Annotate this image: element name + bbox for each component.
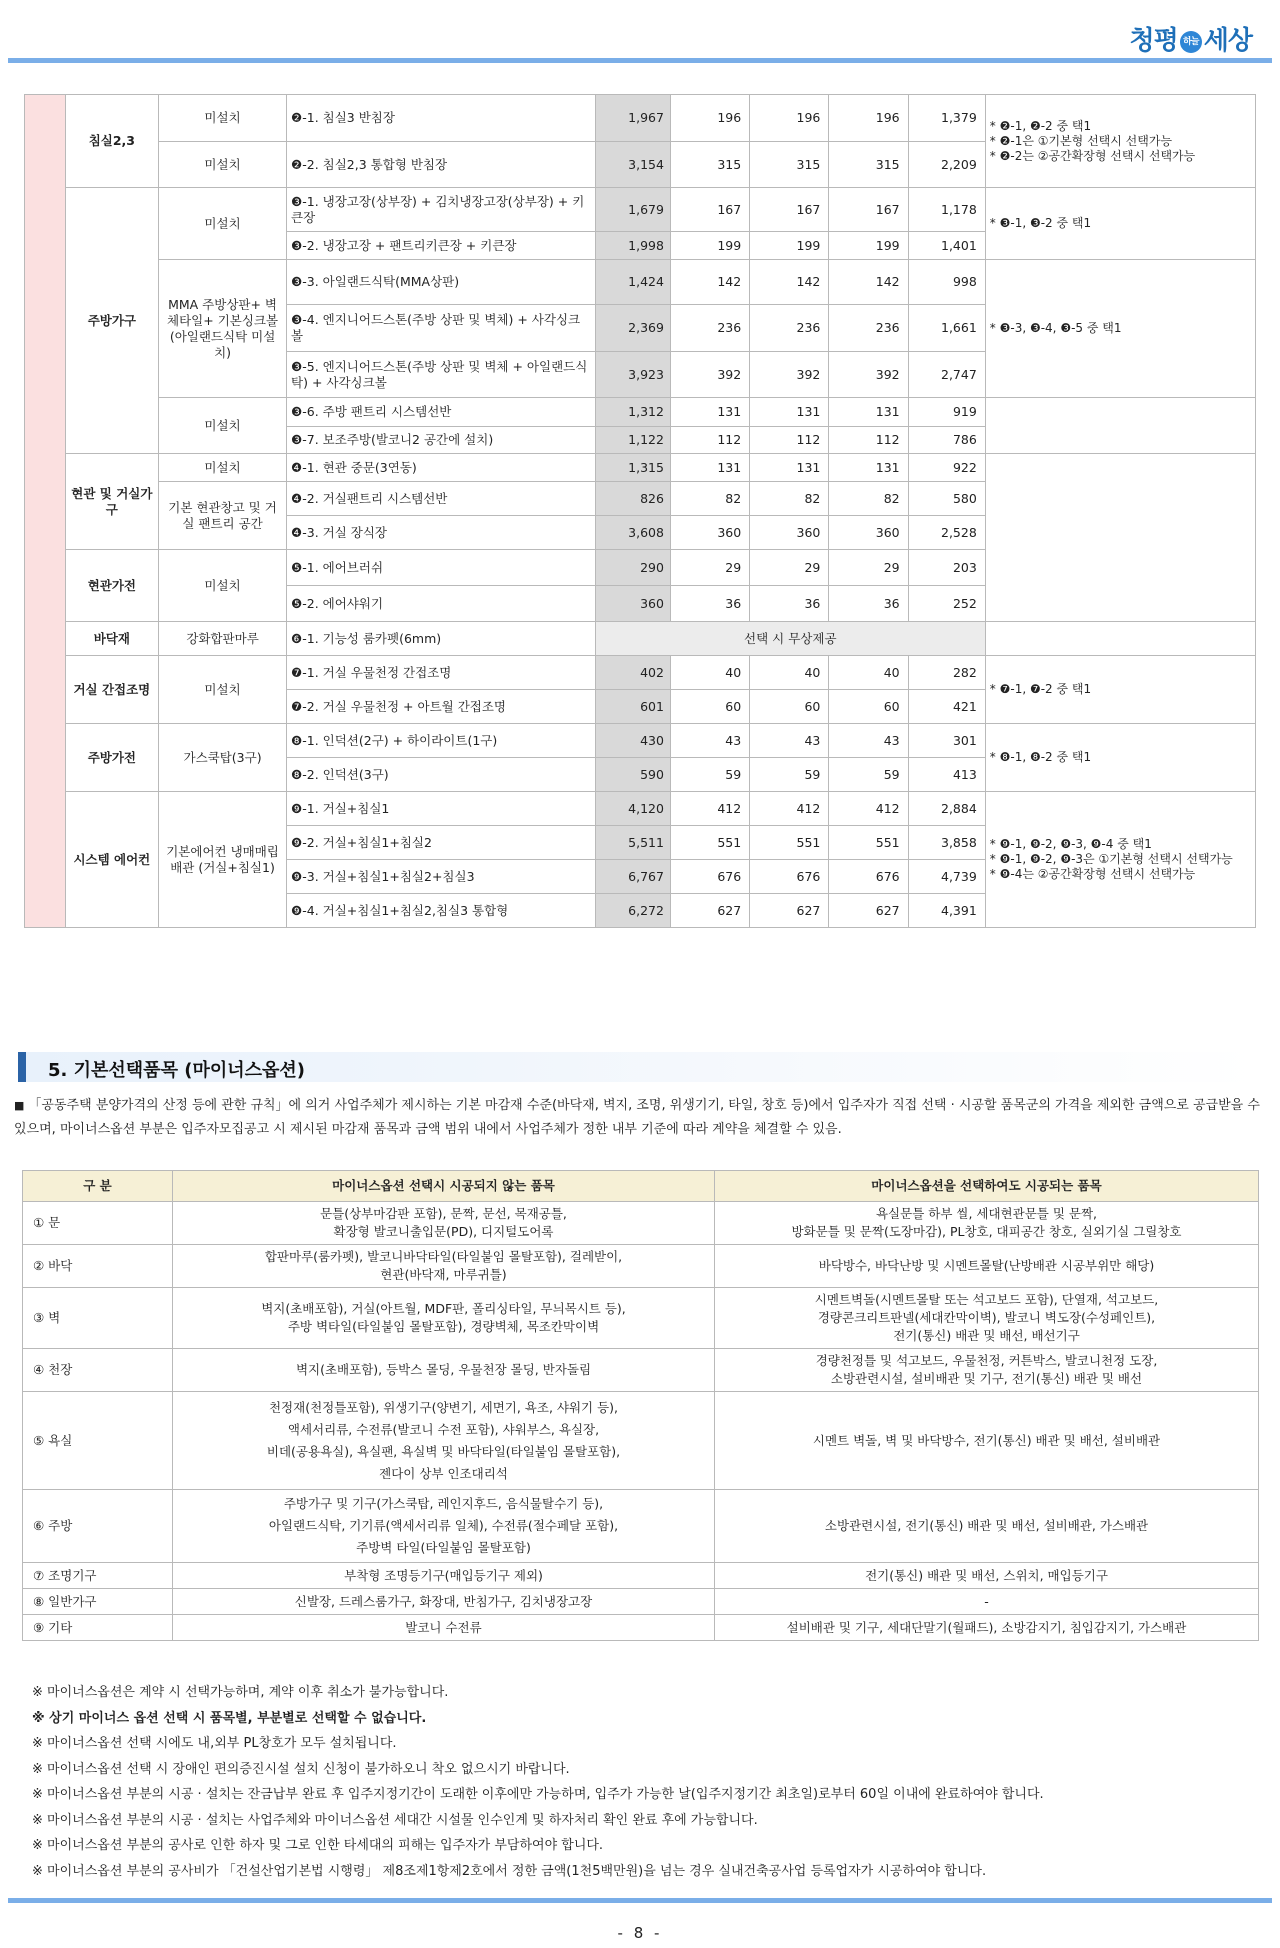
price-total: 3,923 (595, 352, 670, 398)
price-balance: 4,739 (908, 860, 985, 894)
notes-list (32, 1680, 1262, 1884)
price-middle: 29 (750, 550, 829, 586)
price-middle-2: 40 (829, 656, 908, 690)
base-spec: 미설치 (159, 454, 287, 482)
price-total: 601 (595, 690, 670, 724)
note-item: ※ 마이너스옵션 선택 시에도 내,외부 PL창호가 모두 설치됩니다. (32, 1736, 397, 1751)
base-spec: 기본에어컨 냉매매립배관 (거실+침실1) (159, 792, 287, 928)
installed-items: 경량천정틀 및 석고보드, 우물천정, 커튼박스, 발코니천정 도장, 소방관련시설, 설비배관 및 기구, 전기(통신) 배관 및 배선 (715, 1349, 1259, 1392)
price-middle: 59 (750, 758, 829, 792)
price-middle: 142 (750, 260, 829, 305)
price-deposit: 59 (670, 758, 749, 792)
option-item: ❸-6. 주방 팬트리 시스템선반 (287, 398, 596, 427)
minus-category: ⑥ 주방 (23, 1490, 173, 1563)
price-deposit: 60 (670, 690, 749, 724)
bottom-divider (8, 1898, 1272, 1903)
installed-items: 바닥방수, 바닥난방 및 시멘트몰탈(난방배관 시공부위만 해당) (715, 1245, 1259, 1288)
option-category: 현관 및 거실가구 (65, 454, 158, 550)
price-middle: 315 (750, 142, 829, 188)
price-deposit: 112 (670, 427, 749, 454)
not-installed-items: 문틀(상부마감판 포함), 문짝, 문선, 목재공틀, 확장형 발코니출입문(PD), 디지털도어록 (173, 1202, 715, 1245)
price-balance: 786 (908, 427, 985, 454)
price-middle-2: 131 (829, 398, 908, 427)
price-deposit: 142 (670, 260, 749, 305)
top-divider (8, 58, 1272, 63)
not-installed-items: 신발장, 드레스룸가구, 화장대, 반침가구, 김치냉장고장 (173, 1589, 715, 1615)
price-deposit: 236 (670, 305, 749, 352)
price-balance: 3,858 (908, 826, 985, 860)
price-balance: 2,209 (908, 142, 985, 188)
option-note: * ❷-1, ❷-2 중 택1 * ❷-1은 ①기본형 선택시 선택가능 * ❷-2는 ②공간확장형 선택시 선택가능 (985, 95, 1255, 188)
price-deposit: 40 (670, 656, 749, 690)
option-item: ❸-2. 냉장고장 + 팬트리키큰장 + 키큰장 (287, 232, 596, 260)
option-item: ❸-5. 엔지니어드스톤(주방 상판 및 벽체 + 아일랜드식탁) + 사각싱크볼 (287, 352, 596, 398)
option-item: ❾-2. 거실+침실1+침실2 (287, 826, 596, 860)
minus-category: ① 문 (23, 1202, 173, 1245)
price-middle: 40 (750, 656, 829, 690)
price-total: 360 (595, 586, 670, 622)
price-middle: 676 (750, 860, 829, 894)
price-deposit: 36 (670, 586, 749, 622)
section-title-bar (18, 1052, 1258, 1082)
price-total: 3,154 (595, 142, 670, 188)
price-middle-2: 412 (829, 792, 908, 826)
not-installed-items: 천정재(천정틀포함), 위생기구(양변기, 세면기, 욕조, 샤워기 등), 액세서리류, 수전류(발코니 수전 포함), 샤워부스, 욕실장, 비데(공용욕실), 욕실팬, 욕실벽 및 바닥타일(타일붙임 몰탈포함), 젠다이 상부 인조대리석 (173, 1392, 715, 1490)
note-item: ※ 마이너스옵션 선택 시 장애인 편의증진시설 설치 신청이 불가하오니 착오 없으시기 바랍니다. (32, 1761, 570, 1777)
not-installed-items: 발코니 수전류 (173, 1615, 715, 1641)
option-row (25, 622, 1256, 656)
option-note: * ❸-1, ❸-2 중 택1 (985, 188, 1255, 260)
option-item: ❽-2. 인덕션(3구) (287, 758, 596, 792)
price-middle: 82 (750, 482, 829, 516)
option-note (985, 622, 1255, 656)
minus-category: ③ 벽 (23, 1288, 173, 1349)
price-middle: 236 (750, 305, 829, 352)
price-middle-2: 43 (829, 724, 908, 758)
price-middle-2: 131 (829, 454, 908, 482)
minus-row (23, 1490, 1259, 1563)
option-category: 주방가전 (65, 724, 158, 792)
option-row (25, 95, 1256, 142)
price-deposit: 412 (670, 792, 749, 826)
option-category: 주방가구 (65, 188, 158, 454)
note-item: ※ 마이너스옵션 부분의 시공 · 설치는 사업주체와 마이너스옵션 세대간 시설물 인수인계 및 하자처리 확인 완료 후에 가능합니다. (32, 1812, 758, 1828)
option-category: 바닥재 (65, 622, 158, 656)
price-middle-2: 199 (829, 232, 908, 260)
installed-items: 설비배관 및 기구, 세대단말기(월패드), 소방감지기, 침입감지기, 가스배관 (715, 1615, 1259, 1641)
option-item: ❽-1. 인덕션(2구) + 하이라이트(1구) (287, 724, 596, 758)
price-total: 3,608 (595, 516, 670, 550)
price-total: 4,120 (595, 792, 670, 826)
price-middle: 112 (750, 427, 829, 454)
price-middle: 627 (750, 894, 829, 928)
price-deposit: 167 (670, 188, 749, 232)
price-total: 430 (595, 724, 670, 758)
price-total: 1,315 (595, 454, 670, 482)
option-item: ❾-1. 거실+침실1 (287, 792, 596, 826)
price-total: 826 (595, 482, 670, 516)
option-item: ❸-7. 보조주방(발코니2 공간에 설치) (287, 427, 596, 454)
option-category: 거실 간접조명 (65, 656, 158, 724)
option-item: ❸-4. 엔지니어드스톤(주방 상판 및 벽체) + 사각싱크볼 (287, 305, 596, 352)
price-balance: 1,661 (908, 305, 985, 352)
base-spec: 미설치 (159, 95, 287, 142)
base-spec: 가스쿡탑(3구) (159, 724, 287, 792)
price-total: 290 (595, 550, 670, 586)
price-middle: 551 (750, 826, 829, 860)
minus-row (23, 1563, 1259, 1589)
price-balance: 919 (908, 398, 985, 427)
price-deposit: 392 (670, 352, 749, 398)
price-total: 1,122 (595, 427, 670, 454)
minus-category: ② 바닥 (23, 1245, 173, 1288)
price-deposit: 29 (670, 550, 749, 586)
price-balance: 580 (908, 482, 985, 516)
brand-mark-icon: 하늘 (1180, 31, 1202, 53)
installed-items: 전기(통신) 배관 및 배선, 스위치, 매입등기구 (715, 1563, 1259, 1589)
minus-row (23, 1589, 1259, 1615)
minus-row (23, 1615, 1259, 1641)
price-balance: 282 (908, 656, 985, 690)
option-row (25, 188, 1256, 232)
price-middle: 412 (750, 792, 829, 826)
installed-items: 시멘트 벽돌, 벽 및 바닥방수, 전기(통신) 배관 및 배선, 설비배관 (715, 1392, 1259, 1490)
price-total: 1,679 (595, 188, 670, 232)
option-item: ❾-3. 거실+침실1+침실2+침실3 (287, 860, 596, 894)
option-item: ❷-1. 침실3 반침장 (287, 95, 596, 142)
price-total: 1,424 (595, 260, 670, 305)
base-spec: 미설치 (159, 656, 287, 724)
price-deposit: 131 (670, 398, 749, 427)
minus-category: ⑦ 조명기구 (23, 1563, 173, 1589)
not-installed-items: 합판마루(룸카펫), 발코니바닥타일(타일붙임 몰탈포함), 걸레받이, 현관(바닥재, 마루귀틀) (173, 1245, 715, 1288)
price-balance: 252 (908, 586, 985, 622)
installed-items: - (715, 1589, 1259, 1615)
free-offer: 선택 시 무상제공 (595, 622, 985, 656)
option-item: ❺-2. 에어샤워기 (287, 586, 596, 622)
option-item: ❸-3. 아일랜드식탁(MMA상판) (287, 260, 596, 305)
option-note: * ❾-1, ❾-2, ❾-3, ❾-4 중 택1 * ❾-1, ❾-2, ❾-3은 ①기본형 선택시 선택가능 * ❾-4는 ②공간확장형 선택시 선택가능 (985, 792, 1255, 928)
minus-category: ⑤ 욕실 (23, 1392, 173, 1490)
option-note (985, 454, 1255, 622)
option-note (985, 398, 1255, 454)
header-installed: 마이너스옵션을 선택하여도 시공되는 품목 (715, 1171, 1259, 1202)
price-balance: 922 (908, 454, 985, 482)
price-balance: 2,884 (908, 792, 985, 826)
price-middle-2: 167 (829, 188, 908, 232)
price-middle-2: 236 (829, 305, 908, 352)
brand-logo: 청평 하늘 세상 (1129, 26, 1252, 56)
price-middle: 131 (750, 398, 829, 427)
option-note: * ❽-1, ❽-2 중 택1 (985, 724, 1255, 792)
price-middle-2: 196 (829, 95, 908, 142)
not-installed-items: 주방가구 및 기구(가스쿡탑, 레인지후드, 음식물탈수기 등), 아일랜드식탁, 기기류(액세서리류 일체), 수전류(절수페달 포함), 주방벽 타일(타일붙임 몰탈포함) (173, 1490, 715, 1563)
minus-row (23, 1392, 1259, 1490)
price-balance: 4,391 (908, 894, 985, 928)
price-middle: 196 (750, 95, 829, 142)
minus-category: ④ 천장 (23, 1349, 173, 1392)
option-item: ❼-1. 거실 우물천정 간접조명 (287, 656, 596, 690)
option-price-table (24, 94, 1256, 928)
note-item: ※ 마이너스옵션 부분의 시공 · 설치는 잔금납부 완료 후 입주지정기간이 도래한 이후에만 가능하며, 입주가 가능한 날(입주지정기간 최초일)로부터 60일 이내에 완료하여야 합니다. (32, 1787, 1044, 1802)
price-middle-2: 29 (829, 550, 908, 586)
base-spec: 미설치 (159, 142, 287, 188)
minus-option-table (22, 1170, 1259, 1641)
row-group-marker (25, 95, 66, 928)
price-total: 1,998 (595, 232, 670, 260)
price-deposit: 551 (670, 826, 749, 860)
minus-row (23, 1202, 1259, 1245)
note-item: ※ 마이너스옵션 부분의 공사비가 「건설산업기본법 시행령」 제8조제1항제2호에서 정한 금액(1천5백만원)을 넘는 경우 실내건축공사업 등록업자가 시공하여야 합니다. (32, 1863, 987, 1879)
price-middle: 131 (750, 454, 829, 482)
price-deposit: 360 (670, 516, 749, 550)
option-item: ❺-1. 에어브러쉬 (287, 550, 596, 586)
price-middle-2: 551 (829, 826, 908, 860)
price-deposit: 315 (670, 142, 749, 188)
note-item: ※ 마이너스옵션 부분의 공사로 인한 하자 및 그로 인한 타세대의 피해는 입주자가 부담하여야 합니다. (32, 1838, 604, 1853)
price-balance: 301 (908, 724, 985, 758)
option-row (25, 724, 1256, 758)
base-spec: 미설치 (159, 398, 287, 454)
installed-items: 소방관련시설, 전기(통신) 배관 및 배선, 설비배관, 가스배관 (715, 1490, 1259, 1563)
price-balance: 203 (908, 550, 985, 586)
price-middle-2: 36 (829, 586, 908, 622)
price-middle: 360 (750, 516, 829, 550)
option-row (25, 260, 1256, 305)
base-spec: 미설치 (159, 550, 287, 622)
minus-row (23, 1349, 1259, 1392)
option-note: * ❸-3, ❸-4, ❸-5 중 택1 (985, 260, 1255, 398)
note-item: ※ 상기 마이너스 옵션 선택 시 품목별, 부분별로 선택할 수 없습니다. (32, 1710, 427, 1726)
option-item: ❾-4. 거실+침실1+침실2,침실3 통합형 (287, 894, 596, 928)
option-item: ❸-1. 냉장고장(상부장) + 김치냉장고장(상부장) + 키큰장 (287, 188, 596, 232)
price-middle: 60 (750, 690, 829, 724)
page-number: - 8 - (617, 1924, 663, 1942)
price-middle-2: 112 (829, 427, 908, 454)
option-category: 침실2,3 (65, 95, 158, 188)
price-total: 1,312 (595, 398, 670, 427)
price-balance: 421 (908, 690, 985, 724)
price-middle-2: 676 (829, 860, 908, 894)
option-row (25, 656, 1256, 690)
price-balance: 2,747 (908, 352, 985, 398)
not-installed-items: 벽지(초배포함), 거실(아트월, MDF판, 폴리싱타일, 무늬목시트 등), 주방 벽타일(타일붙임 몰탈포함), 경량벽체, 목조칸막이벽 (173, 1288, 715, 1349)
base-spec: 기본 현관창고 및 거실 팬트리 공간 (159, 482, 287, 550)
base-spec: 강화합판마루 (159, 622, 287, 656)
option-item: ❹-1. 현관 중문(3연동) (287, 454, 596, 482)
option-item: ❹-2. 거실팬트리 시스템선반 (287, 482, 596, 516)
price-middle-2: 60 (829, 690, 908, 724)
header-not-installed: 마이너스옵션 선택시 시공되지 않는 품목 (173, 1171, 715, 1202)
option-item: ❼-2. 거실 우물천정 + 아트월 간접조명 (287, 690, 596, 724)
base-spec: MMA 주방상판+ 벽체타일+ 기본싱크볼 (아일랜드식탁 미설치) (159, 260, 287, 398)
price-total: 6,767 (595, 860, 670, 894)
price-total: 590 (595, 758, 670, 792)
price-middle-2: 315 (829, 142, 908, 188)
option-row (25, 398, 1256, 427)
price-balance: 998 (908, 260, 985, 305)
price-total: 5,511 (595, 826, 670, 860)
price-balance: 2,528 (908, 516, 985, 550)
price-balance: 413 (908, 758, 985, 792)
not-installed-items: 부착형 조명등기구(매입등기구 제외) (173, 1563, 715, 1589)
minus-category: ⑨ 기타 (23, 1615, 173, 1641)
price-middle: 392 (750, 352, 829, 398)
section-intro: ■ 「공동주택 분양가격의 산정 등에 관한 규칙」에 의거 사업주체가 제시하는 기본 마감재 수준(바닥재, 벽지, 조명, 위생기기, 타일, 창호 등)에서 입주자가 직접 선택 · 시공할 품목군의 가격을 제외한 금액으로 공급받을 수 있으며, 마이너스옵션 부분은 입주자모집공고 시 제시된 마감재 품목과 금액 범위 내에서 사업주체가 정한 내부 기준에 따라 계약을 체결할 수 있음. (14, 1098, 1260, 1137)
price-deposit: 676 (670, 860, 749, 894)
price-middle: 199 (750, 232, 829, 260)
option-row (25, 792, 1256, 826)
price-deposit: 627 (670, 894, 749, 928)
price-total: 6,272 (595, 894, 670, 928)
option-item: ❹-3. 거실 장식장 (287, 516, 596, 550)
price-middle-2: 360 (829, 516, 908, 550)
price-middle: 43 (750, 724, 829, 758)
price-deposit: 43 (670, 724, 749, 758)
price-deposit: 196 (670, 95, 749, 142)
option-row (25, 454, 1256, 482)
price-middle-2: 392 (829, 352, 908, 398)
price-middle-2: 142 (829, 260, 908, 305)
price-total: 1,967 (595, 95, 670, 142)
price-deposit: 131 (670, 454, 749, 482)
price-middle: 36 (750, 586, 829, 622)
note-item: ※ 마이너스옵션은 계약 시 선택가능하며, 계약 이후 취소가 불가능합니다. (32, 1685, 449, 1700)
option-item: ❻-1. 기능성 룸카펫(6mm) (287, 622, 596, 656)
price-middle-2: 59 (829, 758, 908, 792)
option-category: 시스템 에어컨 (65, 792, 158, 928)
installed-items: 시멘트벽돌(시멘트몰탈 또는 석고보드 포함), 단열재, 석고보드, 경량콘크리트판넬(세대칸막이벽), 발코니 벽도장(수성페인트), 전기(통신) 배관 및 배선, 배선기구 (715, 1288, 1259, 1349)
minus-row (23, 1288, 1259, 1349)
option-item: ❷-2. 침실2,3 통합형 반침장 (287, 142, 596, 188)
price-balance: 1,401 (908, 232, 985, 260)
price-balance: 1,379 (908, 95, 985, 142)
header-category: 구 분 (23, 1171, 173, 1202)
option-note: * ❼-1, ❼-2 중 택1 (985, 656, 1255, 724)
price-middle-2: 627 (829, 894, 908, 928)
price-middle-2: 82 (829, 482, 908, 516)
bullet-square-icon: ■ (14, 1099, 25, 1112)
not-installed-items: 벽지(초배포함), 등박스 몰딩, 우물천장 몰딩, 반자돌림 (173, 1349, 715, 1392)
base-spec: 미설치 (159, 188, 287, 260)
minus-row (23, 1245, 1259, 1288)
installed-items: 욕실문틀 하부 씰, 세대현관문틀 및 문짝, 방화문틀 및 문짝(도장마감), PL창호, 대피공간 창호, 실외기실 그릴창호 (715, 1202, 1259, 1245)
price-deposit: 199 (670, 232, 749, 260)
price-total: 402 (595, 656, 670, 690)
price-balance: 1,178 (908, 188, 985, 232)
price-total: 2,369 (595, 305, 670, 352)
minus-category: ⑧ 일반가구 (23, 1589, 173, 1615)
price-deposit: 82 (670, 482, 749, 516)
option-category: 현관가전 (65, 550, 158, 622)
price-middle: 167 (750, 188, 829, 232)
section-title: 5. 기본선택품목 (마이너스옵션) (48, 1060, 306, 1081)
